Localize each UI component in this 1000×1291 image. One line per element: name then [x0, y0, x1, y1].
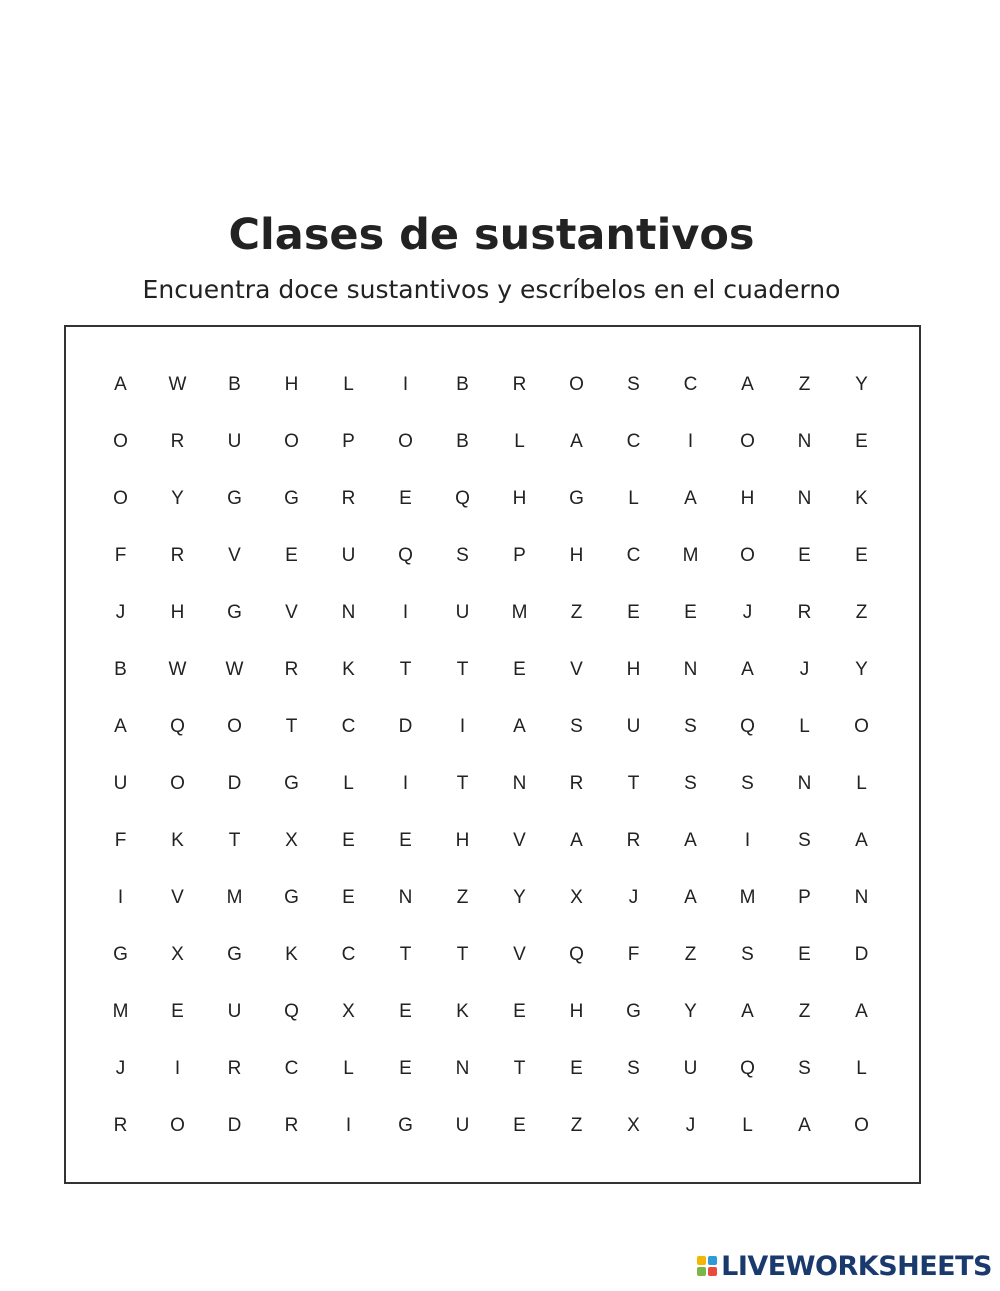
grid-letter[interactable]: E [399, 829, 412, 851]
grid-letter[interactable]: O [170, 772, 185, 794]
grid-letter[interactable]: G [569, 487, 584, 509]
grid-letter[interactable]: Z [684, 943, 697, 965]
grid-letter[interactable]: H [170, 601, 185, 623]
logo-text: LIVEWORKSHEETS [721, 1250, 992, 1282]
grid-letter[interactable]: Z [570, 601, 583, 623]
grid-letter[interactable]: I [402, 373, 409, 395]
grid-letter[interactable]: F [627, 943, 640, 965]
worksheet-title: Clases de sustantivos [228, 210, 755, 260]
grid-letter[interactable]: Y [855, 373, 868, 395]
grid-letter[interactable]: N [455, 1057, 470, 1079]
grid-letter[interactable]: E [627, 601, 640, 623]
grid-letter[interactable]: K [171, 829, 184, 851]
grid-letter[interactable]: U [455, 601, 470, 623]
grid-letter[interactable]: A [684, 487, 697, 509]
grid-letter[interactable]: I [117, 886, 124, 908]
grid-letter[interactable]: J [115, 601, 126, 623]
grid-letter[interactable]: Q [740, 1057, 755, 1079]
grid-letter[interactable]: B [228, 373, 241, 395]
grid-letter[interactable]: A [741, 658, 754, 680]
grid-letter[interactable]: K [456, 1000, 469, 1022]
grid-letter[interactable]: M [226, 886, 243, 908]
grid-letter[interactable]: O [854, 1114, 869, 1136]
grid-letter[interactable]: E [684, 601, 697, 623]
grid-letter[interactable]: N [341, 601, 356, 623]
grid-letter[interactable]: Y [684, 1000, 697, 1022]
grid-letter[interactable]: G [113, 943, 128, 965]
grid-letter[interactable]: E [285, 544, 298, 566]
grid-letter[interactable]: J [742, 601, 753, 623]
grid-letter[interactable]: Q [284, 1000, 299, 1022]
grid-letter[interactable]: I [459, 715, 466, 737]
grid-letter[interactable]: R [569, 772, 584, 794]
grid-letter[interactable]: S [741, 943, 754, 965]
grid-letter[interactable]: Z [855, 601, 868, 623]
grid-letter[interactable]: T [399, 658, 412, 680]
logo-square [708, 1267, 717, 1276]
grid-letter[interactable]: U [227, 430, 242, 452]
grid-letter[interactable]: E [513, 658, 526, 680]
grid-letter[interactable]: D [854, 943, 869, 965]
grid-letter[interactable]: A [684, 886, 697, 908]
grid-letter[interactable]: A [798, 1114, 811, 1136]
grid-letter[interactable]: N [797, 487, 812, 509]
grid-letter[interactable]: X [285, 829, 298, 851]
grid-letter[interactable]: Z [570, 1114, 583, 1136]
grid-letter[interactable]: W [168, 373, 187, 395]
grid-letter[interactable]: V [513, 829, 526, 851]
grid-letter[interactable]: E [513, 1114, 526, 1136]
grid-letter[interactable]: A [741, 373, 754, 395]
grid-letter[interactable]: R [341, 487, 356, 509]
grid-letter[interactable]: S [741, 772, 754, 794]
grid-letter[interactable]: T [285, 715, 298, 737]
grid-letter[interactable]: I [174, 1057, 181, 1079]
grid-letter[interactable]: J [628, 886, 639, 908]
grid-letter[interactable]: M [682, 544, 699, 566]
grid-letter[interactable]: E [513, 1000, 526, 1022]
grid-letter[interactable]: G [398, 1114, 413, 1136]
grid-letter[interactable]: E [342, 886, 355, 908]
grid-letter[interactable]: O [227, 715, 242, 737]
grid-letter[interactable]: R [227, 1057, 242, 1079]
grid-letter[interactable]: G [227, 943, 242, 965]
grid-letter[interactable]: L [628, 487, 639, 509]
grid-letter[interactable]: E [855, 430, 868, 452]
grid-letter[interactable]: R [170, 430, 185, 452]
grid-letter[interactable]: L [799, 715, 810, 737]
grid-letter[interactable]: H [284, 373, 299, 395]
grid-letter[interactable]: T [456, 943, 469, 965]
grid-letter[interactable]: S [684, 772, 697, 794]
grid-letter[interactable]: L [742, 1114, 753, 1136]
grid-letter[interactable]: L [856, 1057, 867, 1079]
grid-letter[interactable]: N [854, 886, 869, 908]
grid-letter[interactable]: S [627, 1057, 640, 1079]
grid-letter[interactable]: T [513, 1057, 526, 1079]
grid-letter[interactable]: A [513, 715, 526, 737]
grid-letter[interactable]: S [798, 829, 811, 851]
grid-letter[interactable]: M [511, 601, 528, 623]
grid-letter[interactable]: N [797, 772, 812, 794]
grid-letter[interactable]: D [227, 772, 242, 794]
grid-letter[interactable]: O [284, 430, 299, 452]
grid-letter[interactable]: X [171, 943, 184, 965]
grid-letter[interactable]: F [114, 829, 127, 851]
grid-letter[interactable]: K [285, 943, 298, 965]
grid-letter[interactable]: A [570, 829, 583, 851]
grid-letter[interactable]: R [797, 601, 812, 623]
grid-letter[interactable]: A [855, 1000, 868, 1022]
grid-letter[interactable]: V [513, 943, 526, 965]
grid-letter[interactable]: Y [171, 487, 184, 509]
grid-letter[interactable]: E [171, 1000, 184, 1022]
grid-letter[interactable]: P [342, 430, 355, 452]
grid-letter[interactable]: B [114, 658, 127, 680]
grid-letter[interactable]: R [284, 658, 299, 680]
grid-letter[interactable]: U [113, 772, 128, 794]
grid-letter[interactable]: A [684, 829, 697, 851]
logo-square [697, 1267, 706, 1276]
grid-letter[interactable]: R [284, 1114, 299, 1136]
grid-letter[interactable]: X [342, 1000, 355, 1022]
grid-letter[interactable]: G [284, 487, 299, 509]
grid-letter[interactable]: E [399, 1000, 412, 1022]
grid-letter[interactable]: P [513, 544, 526, 566]
grid-letter[interactable]: U [683, 1057, 698, 1079]
grid-letter[interactable]: H [740, 487, 755, 509]
grid-letter[interactable]: L [343, 772, 354, 794]
grid-letter[interactable]: G [284, 772, 299, 794]
grid-letter[interactable]: G [284, 886, 299, 908]
grid-letter[interactable]: L [856, 772, 867, 794]
grid-letter[interactable]: T [627, 772, 640, 794]
grid-letter[interactable]: H [455, 829, 470, 851]
grid-letter[interactable]: E [855, 544, 868, 566]
grid-letter[interactable]: Z [798, 373, 811, 395]
grid-letter[interactable]: Y [855, 658, 868, 680]
grid-letter[interactable]: B [456, 373, 469, 395]
grid-letter[interactable]: G [227, 601, 242, 623]
grid-letter[interactable]: S [456, 544, 469, 566]
grid-letter[interactable]: O [113, 430, 128, 452]
grid-letter[interactable]: H [569, 544, 584, 566]
grid-letter[interactable]: U [455, 1114, 470, 1136]
grid-letter[interactable]: V [228, 544, 241, 566]
grid-letter[interactable]: Z [456, 886, 469, 908]
grid-letter[interactable]: I [402, 601, 409, 623]
grid-letter[interactable]: V [570, 658, 583, 680]
grid-letter[interactable]: D [398, 715, 413, 737]
grid-letter[interactable]: O [170, 1114, 185, 1136]
grid-letter[interactable]: T [399, 943, 412, 965]
grid-letter[interactable]: A [114, 373, 127, 395]
grid-letter[interactable]: K [342, 658, 355, 680]
grid-letter[interactable]: T [456, 658, 469, 680]
grid-letter[interactable]: C [341, 943, 356, 965]
grid-letter[interactable]: R [170, 544, 185, 566]
grid-letter[interactable]: I [687, 430, 694, 452]
grid-letter[interactable]: O [740, 430, 755, 452]
grid-letter[interactable]: P [798, 886, 811, 908]
grid-letter[interactable]: C [341, 715, 356, 737]
grid-letter[interactable]: A [741, 1000, 754, 1022]
grid-letter[interactable]: H [512, 487, 527, 509]
grid-letter[interactable]: U [227, 1000, 242, 1022]
liveworksheets-logo [697, 1251, 992, 1281]
grid-letter[interactable]: B [456, 430, 469, 452]
grid-letter[interactable]: Z [798, 1000, 811, 1022]
grid-letter[interactable]: C [626, 544, 641, 566]
grid-letter[interactable]: V [285, 601, 298, 623]
grid-letter[interactable]: L [514, 430, 525, 452]
grid-letter[interactable]: O [113, 487, 128, 509]
grid-letter[interactable]: E [399, 487, 412, 509]
grid-letter[interactable]: J [115, 1057, 126, 1079]
grid-letter[interactable]: S [627, 373, 640, 395]
grid-letter[interactable]: C [683, 373, 698, 395]
grid-letter[interactable]: L [343, 1057, 354, 1079]
logo-square [708, 1256, 717, 1265]
grid-letter[interactable]: U [626, 715, 641, 737]
grid-letter[interactable]: E [570, 1057, 583, 1079]
grid-letter[interactable]: K [855, 487, 868, 509]
grid-letter[interactable]: C [284, 1057, 299, 1079]
grid-letter[interactable]: A [114, 715, 127, 737]
grid-letter[interactable]: D [227, 1114, 242, 1136]
grid-letter[interactable]: A [855, 829, 868, 851]
grid-letter[interactable]: S [684, 715, 697, 737]
grid-letter[interactable]: J [799, 658, 810, 680]
grid-letter[interactable]: E [342, 829, 355, 851]
grid-letter[interactable]: O [854, 715, 869, 737]
grid-letter[interactable]: N [512, 772, 527, 794]
grid-letter[interactable]: O [398, 430, 413, 452]
grid-letter[interactable]: N [398, 886, 413, 908]
grid-letter[interactable]: S [798, 1057, 811, 1079]
grid-letter[interactable]: I [744, 829, 751, 851]
grid-letter[interactable]: Q [740, 715, 755, 737]
grid-letter[interactable]: H [626, 658, 641, 680]
liveworksheets-logo-icon [697, 1256, 717, 1276]
grid-letter[interactable]: R [512, 373, 527, 395]
grid-letter[interactable]: S [570, 715, 583, 737]
grid-letter[interactable]: N [797, 430, 812, 452]
grid-letter[interactable]: M [112, 1000, 129, 1022]
grid-letter[interactable]: J [685, 1114, 696, 1136]
grid-letter[interactable]: E [798, 544, 811, 566]
grid-letter[interactable]: T [228, 829, 241, 851]
grid-letter[interactable]: O [569, 373, 584, 395]
grid-letter[interactable]: A [570, 430, 583, 452]
grid-letter[interactable]: M [739, 886, 756, 908]
grid-letter[interactable]: X [570, 886, 583, 908]
grid-letter[interactable]: C [626, 430, 641, 452]
grid-letter[interactable]: L [343, 373, 354, 395]
grid-letter[interactable]: Q [569, 943, 584, 965]
grid-letter[interactable]: W [168, 658, 187, 680]
grid-letter[interactable]: E [399, 1057, 412, 1079]
grid-letter[interactable]: V [171, 886, 184, 908]
grid-letter[interactable]: Q [455, 487, 470, 509]
grid-letter[interactable]: Y [513, 886, 526, 908]
grid-letter[interactable]: F [114, 544, 127, 566]
grid-letter[interactable]: Q [170, 715, 185, 737]
word-search-grid[interactable] [92, 356, 890, 1154]
grid-letter[interactable]: O [740, 544, 755, 566]
grid-letter[interactable]: N [683, 658, 698, 680]
grid-letter[interactable]: I [402, 772, 409, 794]
grid-letter[interactable]: R [626, 829, 641, 851]
grid-letter[interactable]: H [569, 1000, 584, 1022]
logo-square [697, 1256, 706, 1265]
grid-letter[interactable]: W [225, 658, 244, 680]
grid-letter[interactable]: G [626, 1000, 641, 1022]
grid-letter[interactable]: I [345, 1114, 352, 1136]
grid-letter[interactable]: Q [398, 544, 413, 566]
grid-letter[interactable]: T [456, 772, 469, 794]
grid-letter[interactable]: E [798, 943, 811, 965]
grid-letter[interactable]: R [113, 1114, 128, 1136]
grid-letter[interactable]: G [227, 487, 242, 509]
grid-letter[interactable]: X [627, 1114, 640, 1136]
grid-letter[interactable]: U [341, 544, 356, 566]
worksheet-instructions: Encuentra doce sustantivos y escríbelos en el cuaderno [142, 275, 841, 304]
